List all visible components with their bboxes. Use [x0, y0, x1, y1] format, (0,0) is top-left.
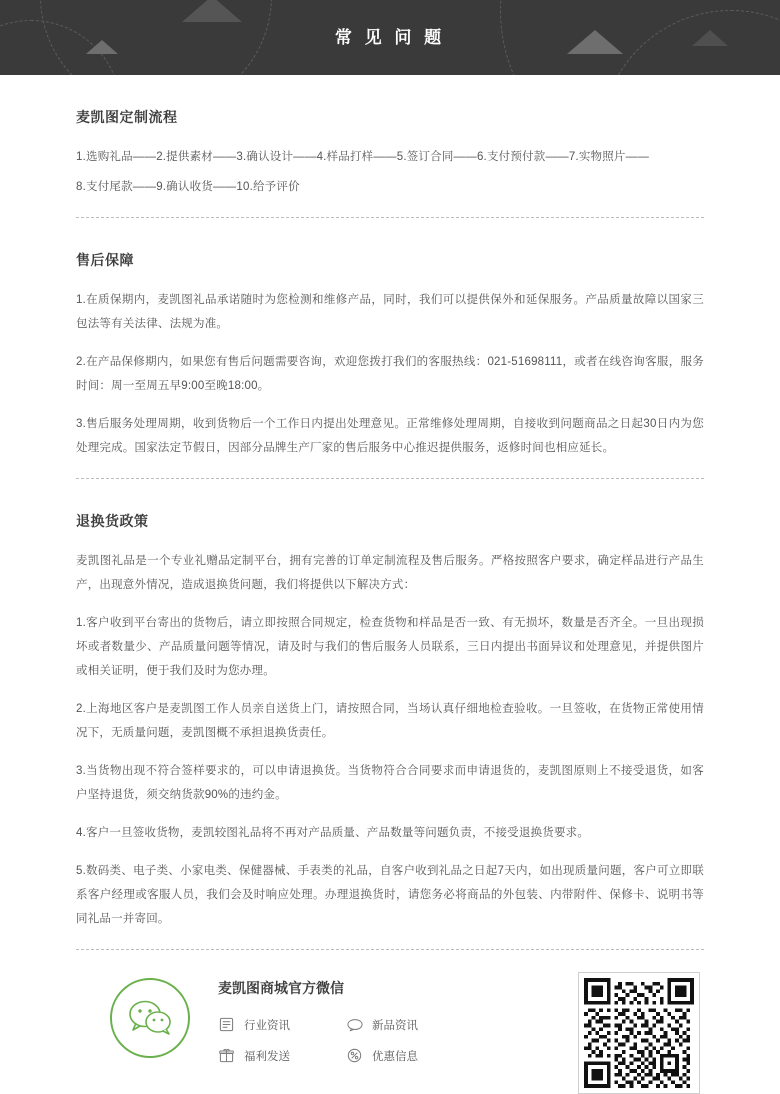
footer-links	[218, 1016, 578, 1064]
footer-item-label: 福利发送	[244, 1050, 290, 1063]
qr-code	[578, 972, 700, 1094]
footer-item-industry-news[interactable]	[218, 1016, 346, 1033]
footer-item-new-products[interactable]	[346, 1016, 474, 1033]
wechat-icon	[110, 978, 190, 1058]
section-paragraph: 8.支付尾款——9.确认收货——10.给予评价	[76, 181, 300, 193]
section-title: 售后保障	[76, 252, 134, 268]
footer-title: 麦凯图商城官方微信	[218, 980, 344, 996]
footer	[0, 950, 780, 1094]
section-paragraph: 5.数码类、电子类、小家电类、保健器械、手表类的礼品，自客户收到礼品之日起7天内，如出现质量问题，客户可立即联系客户经理或客服人员，我们会及时响应处理。办理退换货时，请您务必将商品的外包装、内带附件、保修卡、说明书等同礼品一并寄回。	[76, 865, 704, 925]
section-paragraph: 2.在产品保修期内，如果您有售后问题需要咨询，欢迎您拨打我们的客服热线：021-51698111，或者在线咨询客服，服务时间：周一至周五早9:00至晚18:00。	[76, 356, 704, 392]
footer-item-label: 优惠信息	[372, 1050, 418, 1063]
faq-content	[0, 75, 780, 950]
section-return-policy	[76, 479, 704, 950]
section-paragraph: 1.在质保期内，麦凯图礼品承诺随时为您检测和维修产品，同时，我们可以提供保外和延保服务。产品质量故障以国家三包法等有关法律、法规为准。	[76, 294, 704, 330]
footer-item-label: 行业资讯	[244, 1019, 290, 1032]
footer-item-label: 新品资讯	[372, 1019, 418, 1032]
section-paragraph: 2.上海地区客户是麦凯图工作人员亲自送货上门，请按照合同，当场认真仔细地检查验收。一旦签收，在货物正常使用情况下，无质量问题，麦凯图概不承担退换货责任。	[76, 703, 704, 739]
section-paragraph: 1.选购礼品——2.提供素材——3.确认设计——4.样品打样——5.签订合同——6.支付预付款——7.实物照片——	[76, 151, 650, 163]
section-paragraph: 1.客户收到平台寄出的货物后，请立即按照合同规定，检查货物和样品是否一致、有无损坏，数量是否齐全。一旦出现损坏或者数量少、产品质量问题等情况，请及时与我们的售后服务人员联系，三日内提出书面异议和处理意见，并提供图片或相关证明，便于我们及时为您办理。	[76, 617, 704, 677]
section-paragraph: 3.当货物出现不符合签样要求的，可以申请退换货。当货物符合合同要求而申请退货的，麦凯图原则上不接受退货，如客户坚持退货，须交纳货款90%的违约金。	[76, 765, 704, 801]
section-paragraph: 3.售后服务处理周期，收到货物后一个工作日内提出处理意见。正常维修处理周期，自接收到问题商品之日起30日内为您处理完成。国家法定节假日，因部分品牌生产厂家的售后服务中心推迟提供服务，返修时间也相应延长。	[76, 418, 704, 454]
section-title: 麦凯图定制流程	[76, 109, 178, 125]
section-customization-process	[76, 75, 704, 218]
section-paragraph: 4.客户一旦签收货物，麦凯较图礼品将不再对产品质量、产品数量等问题负责，不接受退换货要求。	[76, 827, 590, 839]
page-title: 常 见 问 题	[334, 28, 446, 47]
footer-info	[218, 972, 578, 1064]
page-header	[0, 0, 780, 75]
chat-bubble-icon	[346, 1016, 363, 1033]
section-after-sales	[76, 218, 704, 479]
section-title: 退换货政策	[76, 513, 149, 529]
list-icon	[218, 1016, 235, 1033]
section-paragraph: 麦凯图礼品是一个专业礼赠品定制平台，拥有完善的订单定制流程及售后服务。严格按照客户要求，确定样品进行产品生产，出现意外情况，造成退换货问题，我们将提供以下解决方式：	[76, 555, 704, 591]
